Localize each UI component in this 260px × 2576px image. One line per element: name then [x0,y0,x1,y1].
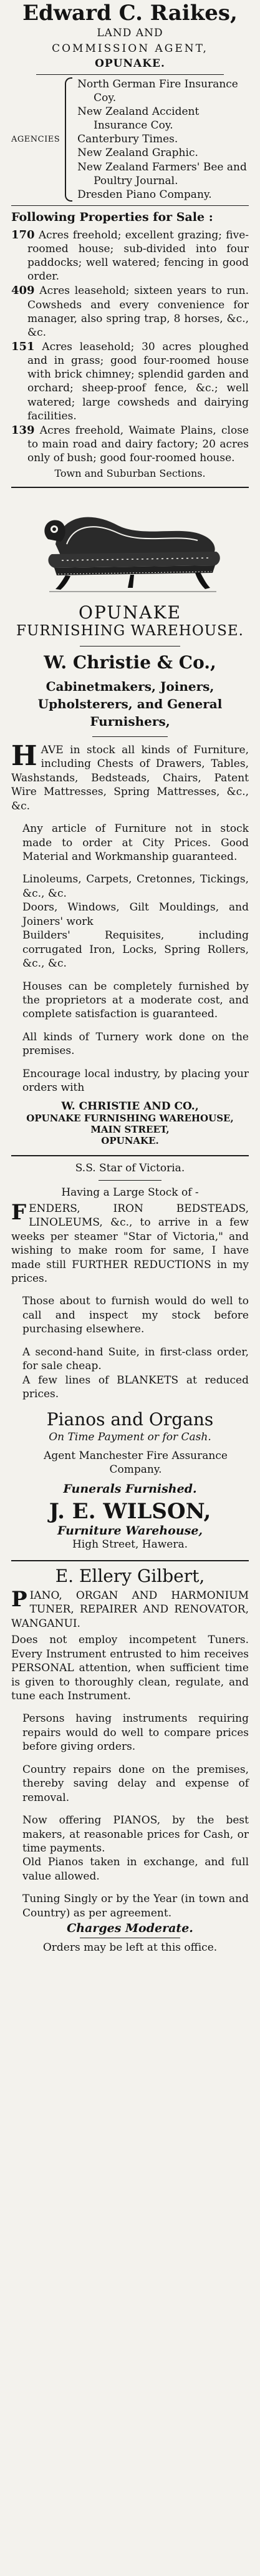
gilbert-repairs: Persons having instruments requiring repairs would do well to compare prices before giving orders. [22,1712,249,1754]
gilbert-advertisement [0,1566,260,1954]
property-item [11,339,249,423]
sale-heading: Following Properties for Sale : [11,210,213,224]
raikes-name: Edward C. Raikes, [22,1,238,26]
gilbert-country: Country repairs done on the premises, thereby saving delay and expense of removal. [22,1763,249,1804]
sofa-illustration [11,493,249,598]
christie-title: OPUNAKE [79,602,181,623]
christie-encourage: Encourage local industry, by placing your orders with [22,1067,249,1095]
wilson-fenders-text: ENDERS, IRON BEDSTEADS, LINOLEUMS, &c., to arrive in a few weeks per steamer "Star of Victoria," and wishing to make room for same, I have made still FURTHER REDUCTIONS in my prices. [11,1202,249,1285]
spacer [11,1754,249,1763]
wilson-lead: Having a Large Stock of - [61,1186,199,1199]
christie-turnery: All kinds of Turnery work done on the premises. [22,1030,249,1058]
gilbert-tuners: Does not employ incompetent Tuners. Every Instrument entrusted to him receives PERSONAL attention, when sufficient time is given to thoroughly clean, regulate, and tune each Instrument. [11,1634,249,1703]
gilbert-charges: Charges Moderate. [67,1921,193,1936]
wilson-funerals: Funerals Furnished. [63,1481,197,1496]
spacer [11,1022,249,1030]
wilson-ship: S.S. Star of Victoria. [75,1161,185,1174]
property-description: Acres freehold, Waimate Plains, close to main road and dairy factory; 20 acres only of bush; good four-roomed house. [27,424,249,465]
agency-item: New Zealand Farmers' Bee and Poultry Journal. [77,160,247,187]
divider [11,205,249,206]
christie-sign-street: MAIN STREET, [90,1123,170,1135]
agencies-list [77,77,249,202]
christie-trades: Cabinetmakers, Joiners, Upholsterers, and General Furnishers, [37,678,223,729]
wilson-dropcap: F [11,1199,27,1225]
chaise-longue-icon [37,500,224,594]
property-description: Acres leasehold; sixteen years to run. Cowsheds and every convenience for manager, also spring trap, 8 horses, &c., &c. [27,285,249,339]
raikes-advertisement [0,0,260,481]
divider [99,1180,161,1181]
property-description: Acres freehold; excellent grazing; five-roomed house; sub-divided into four paddocks; well watered; fencing in good order. [27,228,249,283]
christie-linoleums: Linoleums, Carpets, Cretonnes, Tickings, &c., &c. [22,873,249,900]
christie-stock-text: AVE in stock all kinds of Furniture, including Chests of Drawers, Tables, Washstands, Bedsteads, Chairs, Patent Wire Mattresses, Spring Mattresses, &c., &c. [11,743,249,812]
raikes-line2: COMMISSION AGENT, [52,42,208,55]
wilson-terms: On Time Payment or for Cash. [49,1430,211,1443]
raikes-line1: LAND AND [97,27,163,40]
property-description: Acres leasehold; 30 acres ploughed and in grass; good four-roomed house with brick chimney; splendid garden and orchard; sheep-proof fence, &c.; well watered; large cowsheds and dairying facilities. [27,340,249,422]
agency-item: New Zealand Graphic. [77,147,198,160]
christie-order-paragraph: Any article of Furniture not in stock made to order at City Prices. Good Material and Workmanship guaranteed. [22,822,249,863]
wilson-warehouse: Furniture Warehouse, [57,1523,203,1538]
property-item [11,283,249,339]
agency-item: Dresden Piano Company. [77,188,212,201]
christie-sign-name: W. CHRISTIE AND CO., [61,1100,199,1113]
wilson-suite: A second-hand Suite, in first-class order, for sale cheap. [22,1345,249,1373]
wilson-name: J. E. WILSON, [49,1498,211,1524]
gilbert-orders: Orders may be left at this office. [42,1941,218,1954]
spacer [11,971,249,980]
spacer [11,1444,249,1449]
property-item [11,228,249,284]
spacer [11,1805,249,1813]
spacer [11,1095,249,1100]
agency-item: New Zealand Accident Insurance Coy. [77,105,200,132]
gilbert-dropcap: P [11,1586,27,1612]
agencies-block [11,77,249,202]
spacer [11,1337,249,1345]
advertisement-divider [11,1155,249,1156]
spacer [11,1883,249,1892]
wilson-inspect: Those about to furnish would do well to call and inspect my stock before purchasing elsewhere. [22,1295,249,1336]
christie-sign-warehouse: OPUNAKE FURNISHING WAREHOUSE, [26,1112,234,1124]
property-acreage: 409 [11,284,35,298]
agency-item: Canterbury Times. [77,133,178,146]
property-acreage: 170 [11,228,35,242]
christie-stock-paragraph [11,739,249,813]
raikes-place: OPUNAKE. [95,57,165,71]
wilson-blankets: A few lines of BLANKETS at reduced prices. [22,1373,249,1400]
agencies-brace [65,77,72,202]
agencies-label: AGENCIES [11,134,60,144]
spacer [11,1401,249,1410]
wilson-advertisement [0,1161,260,1551]
christie-advertisement [0,493,260,1146]
advertisement-divider [11,487,249,488]
christie-firm: W. Christie & Co., [44,651,216,673]
spacer [11,1058,249,1067]
christie-subtitle: FURNISHING WAREHOUSE. [16,623,244,640]
spacer [11,1286,249,1294]
christie-builders: Builders' Requisites, including corrugated Iron, Locks, Spring Rollers, &c., &c. [22,929,249,970]
gilbert-intro-text: IANO, ORGAN AND HARMONIUM TUNER, REPAIRER AND RENOVATOR, WANGANUI. [11,1589,249,1630]
property-acreage: 139 [11,423,35,437]
divider [92,736,168,737]
gilbert-intro-paragraph [11,1586,249,1631]
christie-sign-town: OPUNAKE. [101,1134,159,1146]
spacer [11,813,249,822]
divider [36,74,224,75]
advertisement-divider [11,1560,249,1561]
spacer [11,1703,249,1712]
wilson-agent: Agent Manchester Fire Assurance Company. [44,1449,228,1476]
wilson-fenders-paragraph [11,1199,249,1286]
spacer [11,673,249,678]
gilbert-name: E. Ellery Gilbert, [55,1565,205,1586]
agency-item: North German Fire Insurance Coy. [77,78,238,105]
christie-doors: Doors, Windows, Gilt Mouldings, and Joiners' work [22,901,249,928]
gilbert-exchange: Old Pianos taken in exchange, and full value allowed. [22,1856,249,1883]
christie-dropcap: H [11,739,37,772]
town-sections: Town and Suburban Sections. [54,467,206,480]
property-acreage: 151 [11,339,35,353]
spacer [11,1477,249,1482]
christie-houses: Houses can be completely furnished by the proprietors at a moderate cost, and complete satisfaction is guaranteed. [22,980,249,1021]
spacer [11,864,249,872]
property-item [11,423,249,466]
wilson-address: High Street, Hawera. [72,1538,188,1551]
gilbert-tuning: Tuning Singly or by the Year (in town and Country) as per agreement. [22,1893,249,1920]
wilson-pianos: Pianos and Organs [46,1409,214,1430]
gilbert-offering: Now offering PIANOS, by the best makers, at reasonable prices for Cash, or time payments. [22,1814,249,1855]
